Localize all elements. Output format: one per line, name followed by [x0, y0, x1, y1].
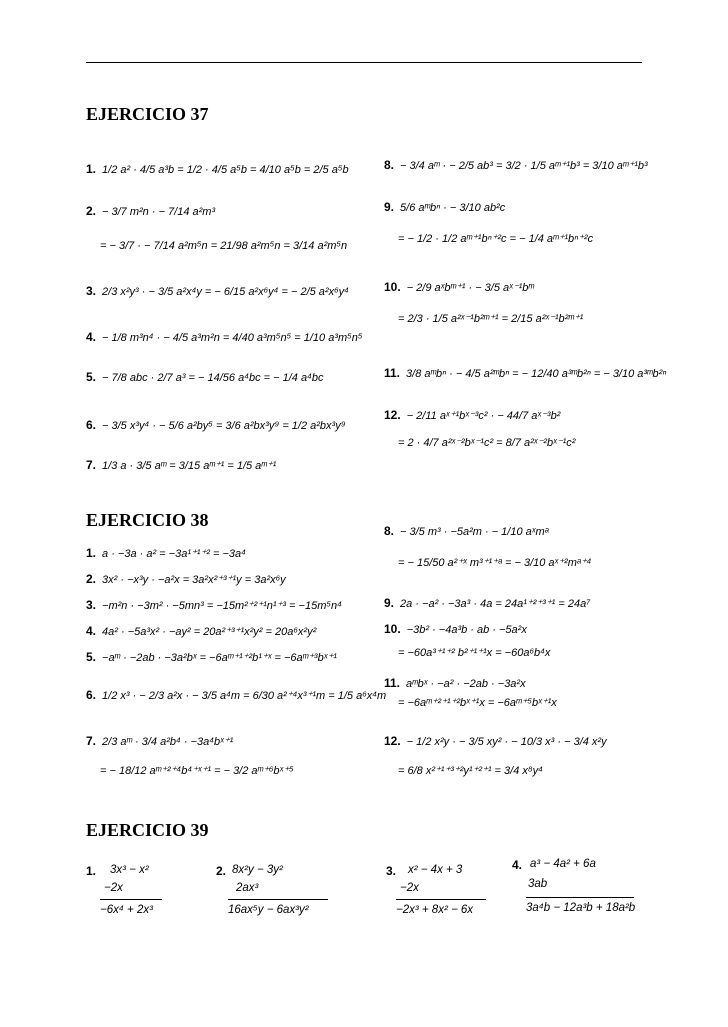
e39-item-1-number: 1.	[86, 864, 97, 878]
e38-item-3: 3. −m²n · −3m² · −5mn³ = −15m²⁺²⁺¹n¹⁺³ = −15m⁵n⁴	[86, 598, 342, 612]
e37-item-6: 6. − 3/5 x³y⁴ · − 5/6 a²by⁵ = 3/6 a²bx³y⁹ = 1/2 a²bx³y⁹	[86, 418, 346, 432]
heading-ejercicio-39: EJERCICIO 39	[86, 820, 209, 840]
e39-item-4-result: 3a⁴b − 12a³b + 18a²b	[526, 902, 636, 914]
e39-item-1-multiplier: −2x	[104, 882, 123, 894]
e39-item-3-result: −2x³ + 8x² − 6x	[396, 904, 474, 916]
e38-item-6: 6. 1/2 x³ · − 2/3 a²x · − 3/5 a⁴m = 6/30 a²⁺⁴x³⁺¹m = 1/5 a⁶x⁴m	[86, 688, 387, 702]
e37-item-7: 7. 1/3 a · 3/5 aᵐ = 3/15 aᵐ⁺¹ = 1/5 aᵐ⁺¹	[86, 458, 277, 472]
e39-item-3-number: 3.	[386, 864, 397, 878]
e37-item-9-cont: = − 1/2 · 1/2 aᵐ⁺¹bⁿ⁺²c = − 1/4 aᵐ⁺¹bⁿ⁺²c	[398, 233, 594, 245]
e39-item-3-top: x² − 4x + 3	[408, 864, 463, 876]
e38-item-11-cont: = −6aᵐ⁺²⁺¹⁺²bˣ⁺¹x = −6aᵐ⁺⁵bˣ⁺¹x	[398, 697, 557, 709]
e39-item-2-top: 8x²y − 3y²	[232, 864, 283, 876]
e38-item-12: 12. − 1/2 x²y · − 3/5 xy² · − 10/3 x³ · − 3/4 x²y	[384, 734, 607, 748]
e37-item-9: 9. 5/6 aᵐbⁿ · − 3/10 ab²c	[384, 200, 506, 214]
e37-item-10-cont: = 2/3 · 1/5 a²ˣ⁻¹b²ᵐ⁺¹ = 2/15 a²ˣ⁻¹b²ᵐ⁺¹	[398, 313, 584, 325]
e38-item-7-cont: = − 18/12 aᵐ⁺²⁺⁴b⁴⁺ˣ⁺¹ = − 3/2 aᵐ⁺⁶bˣ⁺⁵	[100, 765, 294, 777]
e37-item-3: 3. 2/3 x²y³ · − 3/5 a²x⁴y = − 6/15 a²x⁶y⁴ = − 2/5 a²x⁶y⁴	[86, 284, 349, 298]
e37-item-4: 4. − 1/8 m³n⁴ · − 4/5 a³m²n = 4/40 a³m⁵n⁵ = 1/10 a³m⁵n⁵	[86, 330, 363, 344]
e37-item-12: 12. − 2/11 aˣ⁺¹bˣ⁻³c² · − 44/7 aˣ⁻³b²	[384, 408, 561, 422]
e37-item-8: 8. − 3/4 aᵐ · − 2/5 ab³ = 3/2 · 1/5 aᵐ⁺¹b³ = 3/10 aᵐ⁺¹b³	[384, 158, 648, 172]
e38-item-8-cont: = − 15/50 a²⁺ˣ m³⁺¹⁺ᵃ = − 3/10 aˣ⁺²mᵃ⁺⁴	[398, 557, 592, 569]
e39-item-2-multiplier: 2ax³	[236, 882, 259, 894]
e37-item-2-cont: = − 3/7 · − 7/14 a²m⁵n = 21/98 a²m⁵n = 3/14 a²m⁵n	[100, 240, 348, 252]
e39-item-4-bar	[526, 897, 634, 898]
heading-ejercicio-38: EJERCICIO 38	[86, 510, 209, 530]
e38-item-7: 7. 2/3 aᵐ · 3/4 a²b⁴ · −3a⁴bˣ⁺¹	[86, 734, 234, 748]
e38-item-2: 2. 3x² · −x³y · −a²x = 3a²x²⁺³⁺¹y = 3a²x⁶y	[86, 572, 286, 586]
e39-item-1-bar	[100, 899, 162, 900]
e38-item-9: 9. 2a · −a² · −3a³ · 4a = 24a¹⁺²⁺³⁺¹ = 24a⁷	[384, 596, 591, 610]
e38-item-11: 11. aᵐbˣ · −a² · −2ab · −3a²x	[384, 676, 526, 690]
e39-item-2-bar	[228, 899, 328, 900]
e37-item-5: 5. − 7/8 abc · 2/7 a³ = − 14/56 a⁴bc = − 1/4 a⁴bc	[86, 370, 324, 384]
e37-item-12-cont: = 2 · 4/7 a²ˣ⁻²bˣ⁻¹c² = 8/7 a²ˣ⁻²bˣ⁻¹c²	[398, 437, 576, 449]
e38-item-1: 1. a · −3a · a² = −3a¹⁺¹⁺² = −3a⁴	[86, 546, 246, 560]
e39-item-2-result: 16ax⁵y − 6ax³y²	[228, 904, 309, 916]
e39-item-2-number: 2.	[216, 864, 227, 878]
e39-item-1-top: 3x³ − x²	[110, 864, 149, 876]
top-rule	[86, 62, 642, 63]
e38-item-10: 10. −3b² · −4a³b · ab · −5a²x	[384, 622, 527, 636]
e38-item-10-cont: = −60a³⁺¹⁺² b²⁺¹⁺¹x = −60a⁶b⁴x	[398, 647, 551, 659]
e39-item-4-multiplier: 3ab	[528, 878, 548, 890]
e39-item-1-result: −6x⁴ + 2x³	[100, 904, 153, 916]
e37-item-1: 1. 1/2 a² · 4/5 a³b = 1/2 · 4/5 a⁵b = 4/10 a⁵b = 2/5 a⁵b	[86, 162, 349, 176]
e37-item-10: 10. − 2/9 aˣbᵐ⁺¹ · − 3/5 aˣ⁻¹bᵐ	[384, 280, 534, 294]
e37-item-11: 11. 3/8 aᵐbⁿ · − 4/5 a²ᵐbⁿ = − 12/40 a³ᵐb²ⁿ = − 3/10 a³ᵐb²ⁿ	[384, 366, 667, 380]
heading-ejercicio-37: EJERCICIO 37	[86, 104, 209, 124]
e39-item-4-top: a³ − 4a² + 6a	[530, 858, 596, 870]
e38-item-8: 8. − 3/5 m³ · −5a²m · − 1/10 aˣmᵃ	[384, 524, 549, 538]
e37-item-2: 2. − 3/7 m²n · − 7/14 a²m³	[86, 204, 216, 218]
e38-item-4: 4. 4a² · −5a³x² · −ay² = 20a²⁺³⁺¹x²y² = 20a⁶x²y²	[86, 624, 317, 638]
e38-item-5: 5. −aᵐ · −2ab · −3a²bˣ = −6aᵐ⁺¹⁺²b¹⁺ˣ = −6aᵐ⁺³bˣ⁺¹	[86, 650, 337, 664]
e39-item-4-number: 4.	[512, 858, 523, 872]
e39-item-3-bar	[396, 899, 486, 900]
e38-item-12-cont: = 6/8 x²⁺¹⁺³⁺²y¹⁺²⁺¹ = 3/4 x⁸y⁴	[398, 765, 543, 777]
e39-item-3-multiplier: −2x	[400, 882, 419, 894]
